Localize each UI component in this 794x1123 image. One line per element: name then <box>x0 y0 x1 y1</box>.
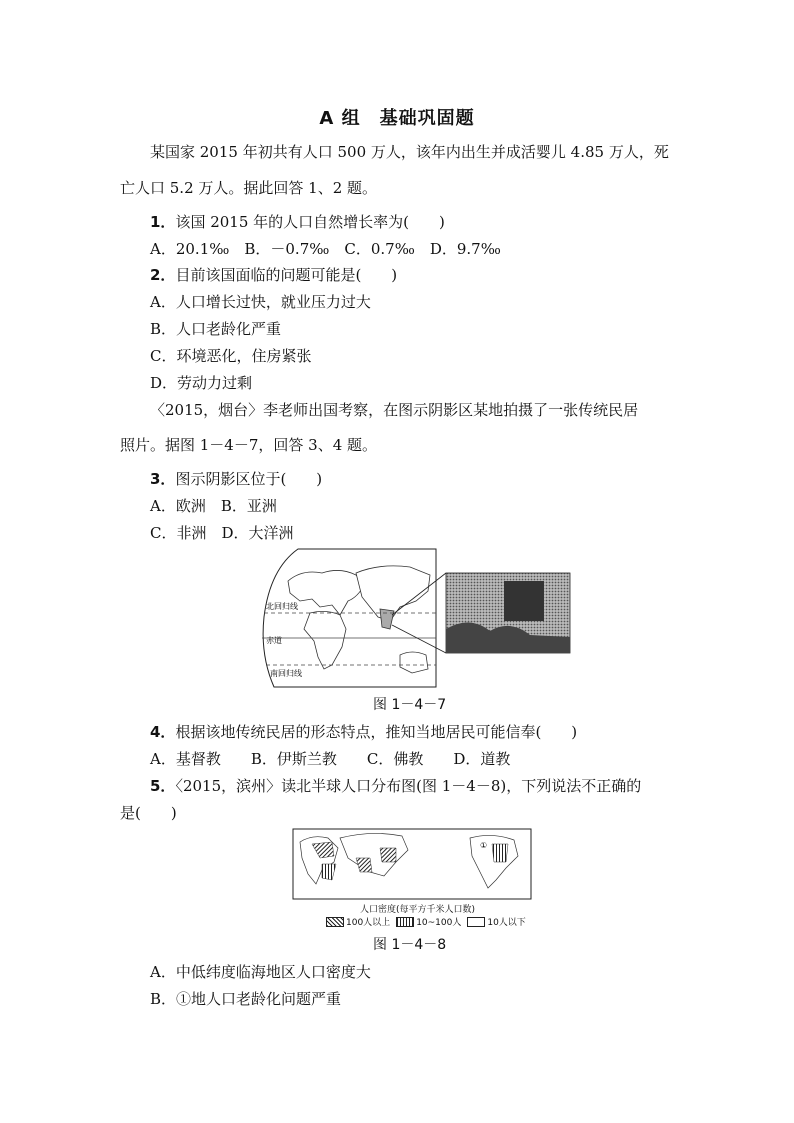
legend-label-mid: 10~100人 <box>416 918 462 928</box>
question-2-option-d: D．劳动力过剩 <box>150 374 253 392</box>
context-line-2: 照片。据图 1－4－7，回答 3、4 题。 <box>120 436 378 454</box>
intro-line-1: 某国家 2015 年初共有人口 500 万人，该年内出生并成活婴儿 4.85 万人，死 <box>150 143 669 161</box>
question-1-options: A．20.1‰ B．－0.7‰ C．0.7‰ D．9.7‰ <box>150 240 501 258</box>
figure-2-caption: 图 1－4－8 <box>373 937 447 953</box>
question-2-stem <box>150 265 397 285</box>
figure-world-map-and-photo <box>260 545 572 693</box>
legend-title: 人口密度(每平方千米人口数) <box>360 905 476 915</box>
question-2-text: 目前该国面临的问题可能是( ) <box>175 266 398 284</box>
label-tropic-north: 北回归线 <box>266 602 298 611</box>
question-5-stem-line-2: 是( ) <box>120 804 177 822</box>
photo-building <box>504 581 544 621</box>
question-5-option-a: A．中低纬度临海地区人口密度大 <box>150 963 371 981</box>
question-2-option-b: B．人口老龄化严重 <box>150 320 282 338</box>
legend-swatch-low <box>467 917 485 927</box>
question-4-options: A．基督教 B．伊斯兰教 C．佛教 D．道教 <box>150 750 511 768</box>
question-3-stem <box>150 469 322 489</box>
section-title: A 组 基础巩固题 <box>319 108 475 129</box>
question-5-text: 〈2015，滨州〉读北半球人口分布图(图 1－4－8)，下列说法不正确的 <box>175 777 642 795</box>
label-equator: 赤道 <box>266 636 282 645</box>
label-tropic-south: 南回归线 <box>270 669 302 678</box>
figure-1-caption: 图 1－4－7 <box>373 697 447 713</box>
question-2-option-c: C．环境恶化，住房紧张 <box>150 347 312 365</box>
legend-label-high: 100人以上 <box>346 918 391 928</box>
question-3-options-cd: C．非洲 D．大洋洲 <box>150 524 294 542</box>
legend-swatch-mid <box>396 917 414 927</box>
question-2-number: 2． <box>150 266 176 284</box>
marker-1: ① <box>480 841 488 850</box>
legend-item-high <box>326 915 390 928</box>
question-1-number: 1． <box>150 213 176 231</box>
question-1-text: 该国 2015 年的人口自然增长率为( ) <box>175 213 445 231</box>
question-3-options-ab: A．欧洲 B．亚洲 <box>150 497 277 515</box>
north-america-mid-area <box>492 844 508 862</box>
figure-population-density-map <box>292 828 532 900</box>
question-5-option-b: B．①地人口老龄化问题严重 <box>150 990 342 1008</box>
question-4-text: 根据该地传统民居的形态特点，推知当地居民可能信奉( ) <box>175 723 578 741</box>
question-5-number: 5． <box>150 777 176 795</box>
question-2-option-a: A．人口增长过快，就业压力过大 <box>150 293 371 311</box>
legend-swatch-high <box>326 917 344 927</box>
legend-label-low: 10人以下 <box>487 918 526 928</box>
east-asia-dense-area <box>380 848 396 862</box>
intro-line-2: 亡人口 5.2 万人。据此回答 1、2 题。 <box>120 179 378 197</box>
question-4-stem <box>150 722 577 742</box>
context-line-1: 〈2015，烟台〉李老师出国考察，在图示阴影区某地拍摄了一张传统民居 <box>150 401 639 419</box>
question-3-number: 3． <box>150 470 176 488</box>
legend <box>326 915 532 930</box>
question-1-stem <box>150 212 445 232</box>
question-4-number: 4． <box>150 723 176 741</box>
question-5-stem-line-1 <box>150 776 641 796</box>
legend-item-mid <box>396 915 461 928</box>
question-3-text: 图示阴影区位于( ) <box>175 470 323 488</box>
legend-item-low <box>467 915 525 928</box>
